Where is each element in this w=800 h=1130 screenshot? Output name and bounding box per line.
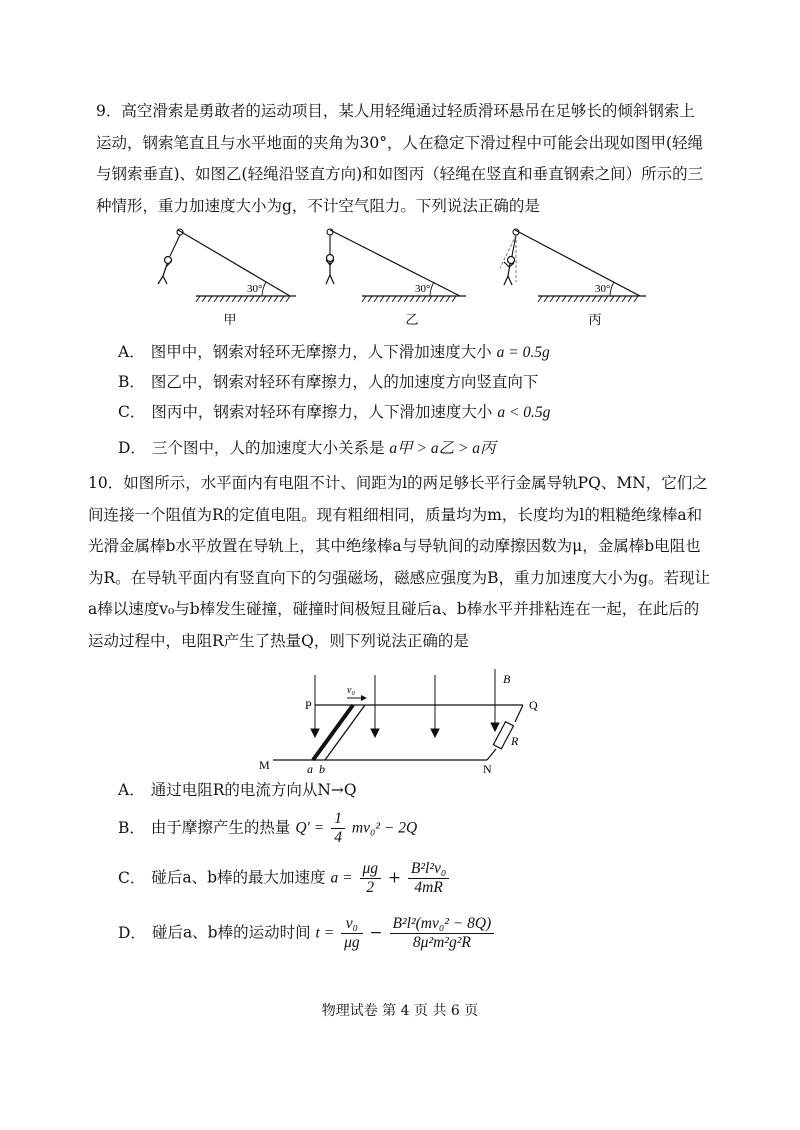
option-label: C．	[118, 403, 146, 421]
fraction-denominator: 8μ²m²g²R	[412, 934, 471, 951]
option-text: 图丙中，钢索对轻环有摩擦力，人下滑加速度大小	[151, 403, 493, 421]
q10-option-a[interactable]	[118, 778, 357, 800]
q10-option-d[interactable]	[118, 915, 496, 952]
fraction-denominator: μg	[344, 934, 360, 951]
option-text: 三个图中，人的加速度大小关系是	[151, 439, 385, 457]
label-R: R	[511, 734, 519, 748]
fraction-numerator: B²l²v₀	[408, 860, 449, 879]
option-lhs: Q′ =	[295, 819, 325, 837]
question-10-figure	[255, 665, 555, 777]
angle-label-yi: 30°	[415, 283, 431, 295]
fraction-denominator: 2	[366, 879, 375, 896]
q9-option-a[interactable]	[118, 340, 550, 362]
option-rhs: mv₀² − 2Q	[351, 819, 418, 837]
option-label: B．	[118, 373, 145, 391]
label-B: B	[503, 672, 511, 686]
option-label: A．	[118, 781, 145, 799]
caption-jia: 甲	[223, 312, 237, 327]
person-icon	[158, 257, 172, 285]
q10-option-b[interactable]	[118, 810, 417, 847]
question-9-text: 9．高空滑索是勇敢者的运动项目，某人用轻绳通过轻质滑环悬吊在足够长的倾斜钢索上运动，钢索笔直且与水平地面的夹角为30°，人在稳定下滑过程中可能会出现如图甲(轻绳与钢索垂直)、如图乙(轻绳沿竖直方向)和如图丙（轻绳在竖直和垂直钢索之间）所示的三种情形，重力加速度大小为g，不计空气阻力。下列说法正确的是	[96, 102, 704, 215]
option-text: 图乙中，钢索对轻环有摩擦力，人的加速度方向竖直向下	[150, 373, 539, 391]
operator: −	[369, 923, 383, 942]
option-text: 由于摩擦产生的热量	[150, 818, 291, 837]
angle-label-bing: 30°	[595, 283, 611, 295]
fraction-numerator: v₀	[341, 915, 363, 934]
option-math: a < 0.5g	[497, 404, 551, 421]
fraction-denominator: 4mR	[414, 879, 443, 896]
page-footer: 物理试卷 第 4 页 共 6 页	[321, 1003, 479, 1019]
fraction	[341, 915, 363, 952]
option-text: 图甲中，钢索对轻环无摩擦力，人下滑加速度大小	[150, 343, 492, 361]
option-lhs: t =	[315, 924, 335, 942]
option-lhs: a =	[330, 869, 353, 887]
fraction	[408, 860, 449, 897]
fraction	[360, 860, 382, 897]
fraction-denominator: 4	[334, 829, 342, 846]
option-text: 碰后a、b棒的运动时间	[151, 923, 311, 942]
option-text: 通过电阻R的电流方向从N→Q	[150, 781, 357, 799]
person-icon	[504, 257, 515, 286]
option-label: B．	[118, 818, 145, 837]
option-label: A．	[118, 343, 145, 361]
option-label: D．	[118, 923, 146, 942]
question-10-text: 10．如图所示，水平面内有电阻不计、间距为l的两足够长平行金属导轨PQ、MN，它们之间连接一个阻值为R的定值电阻。现有粗细相同，质量均为m，长度均为l的粗糙绝缘棒a和光滑金属棒b水平放置在导轨上，其中绝缘棒a与导轨间的动摩擦因数为μ，金属棒b电阻也为R。在导轨平面内有竖直向下的匀强磁场，磁感应强度为B，重力加速度大小为g。若现让a棒以速度v₀与b棒发生碰撞，碰撞时间极短且碰后a、b棒水平并排粘连在一起，在此后的运动过程中，电阻R产生了热量Q，则下列说法正确的是	[88, 474, 710, 650]
q9-option-d[interactable]	[118, 436, 496, 458]
fraction-numerator: 1	[331, 810, 345, 829]
label-P: P	[305, 698, 312, 712]
q10-option-c[interactable]	[118, 860, 451, 897]
label-Q: Q	[529, 698, 538, 712]
question-9-figure	[150, 220, 670, 332]
q9-option-b[interactable]	[118, 370, 538, 392]
person-icon	[326, 255, 334, 285]
option-math: a甲 > a乙 > a丙	[389, 440, 496, 457]
fraction-numerator: μg	[360, 860, 382, 879]
fraction	[331, 810, 345, 847]
caption-bing: 丙	[588, 312, 602, 327]
figure-yi	[326, 229, 466, 327]
option-text: 碰后a、b棒的最大加速度	[151, 868, 326, 887]
q9-option-c[interactable]	[118, 400, 550, 422]
fraction-numerator: B²l²(mv₀² − 8Q)	[390, 915, 495, 934]
option-label: D．	[118, 439, 146, 457]
operator: +	[387, 868, 401, 887]
label-v0: v₀	[347, 685, 355, 696]
label-a: a	[307, 762, 313, 776]
figure-jia	[158, 229, 296, 327]
option-label: C．	[118, 868, 146, 887]
label-b: b	[319, 762, 325, 776]
caption-yi: 乙	[405, 312, 419, 327]
figure-bing	[500, 229, 646, 327]
label-M: M	[259, 758, 270, 772]
fraction	[390, 915, 495, 952]
label-N: N	[483, 762, 492, 776]
option-math: a = 0.5g	[496, 344, 550, 361]
angle-label-jia: 30°	[247, 283, 263, 295]
